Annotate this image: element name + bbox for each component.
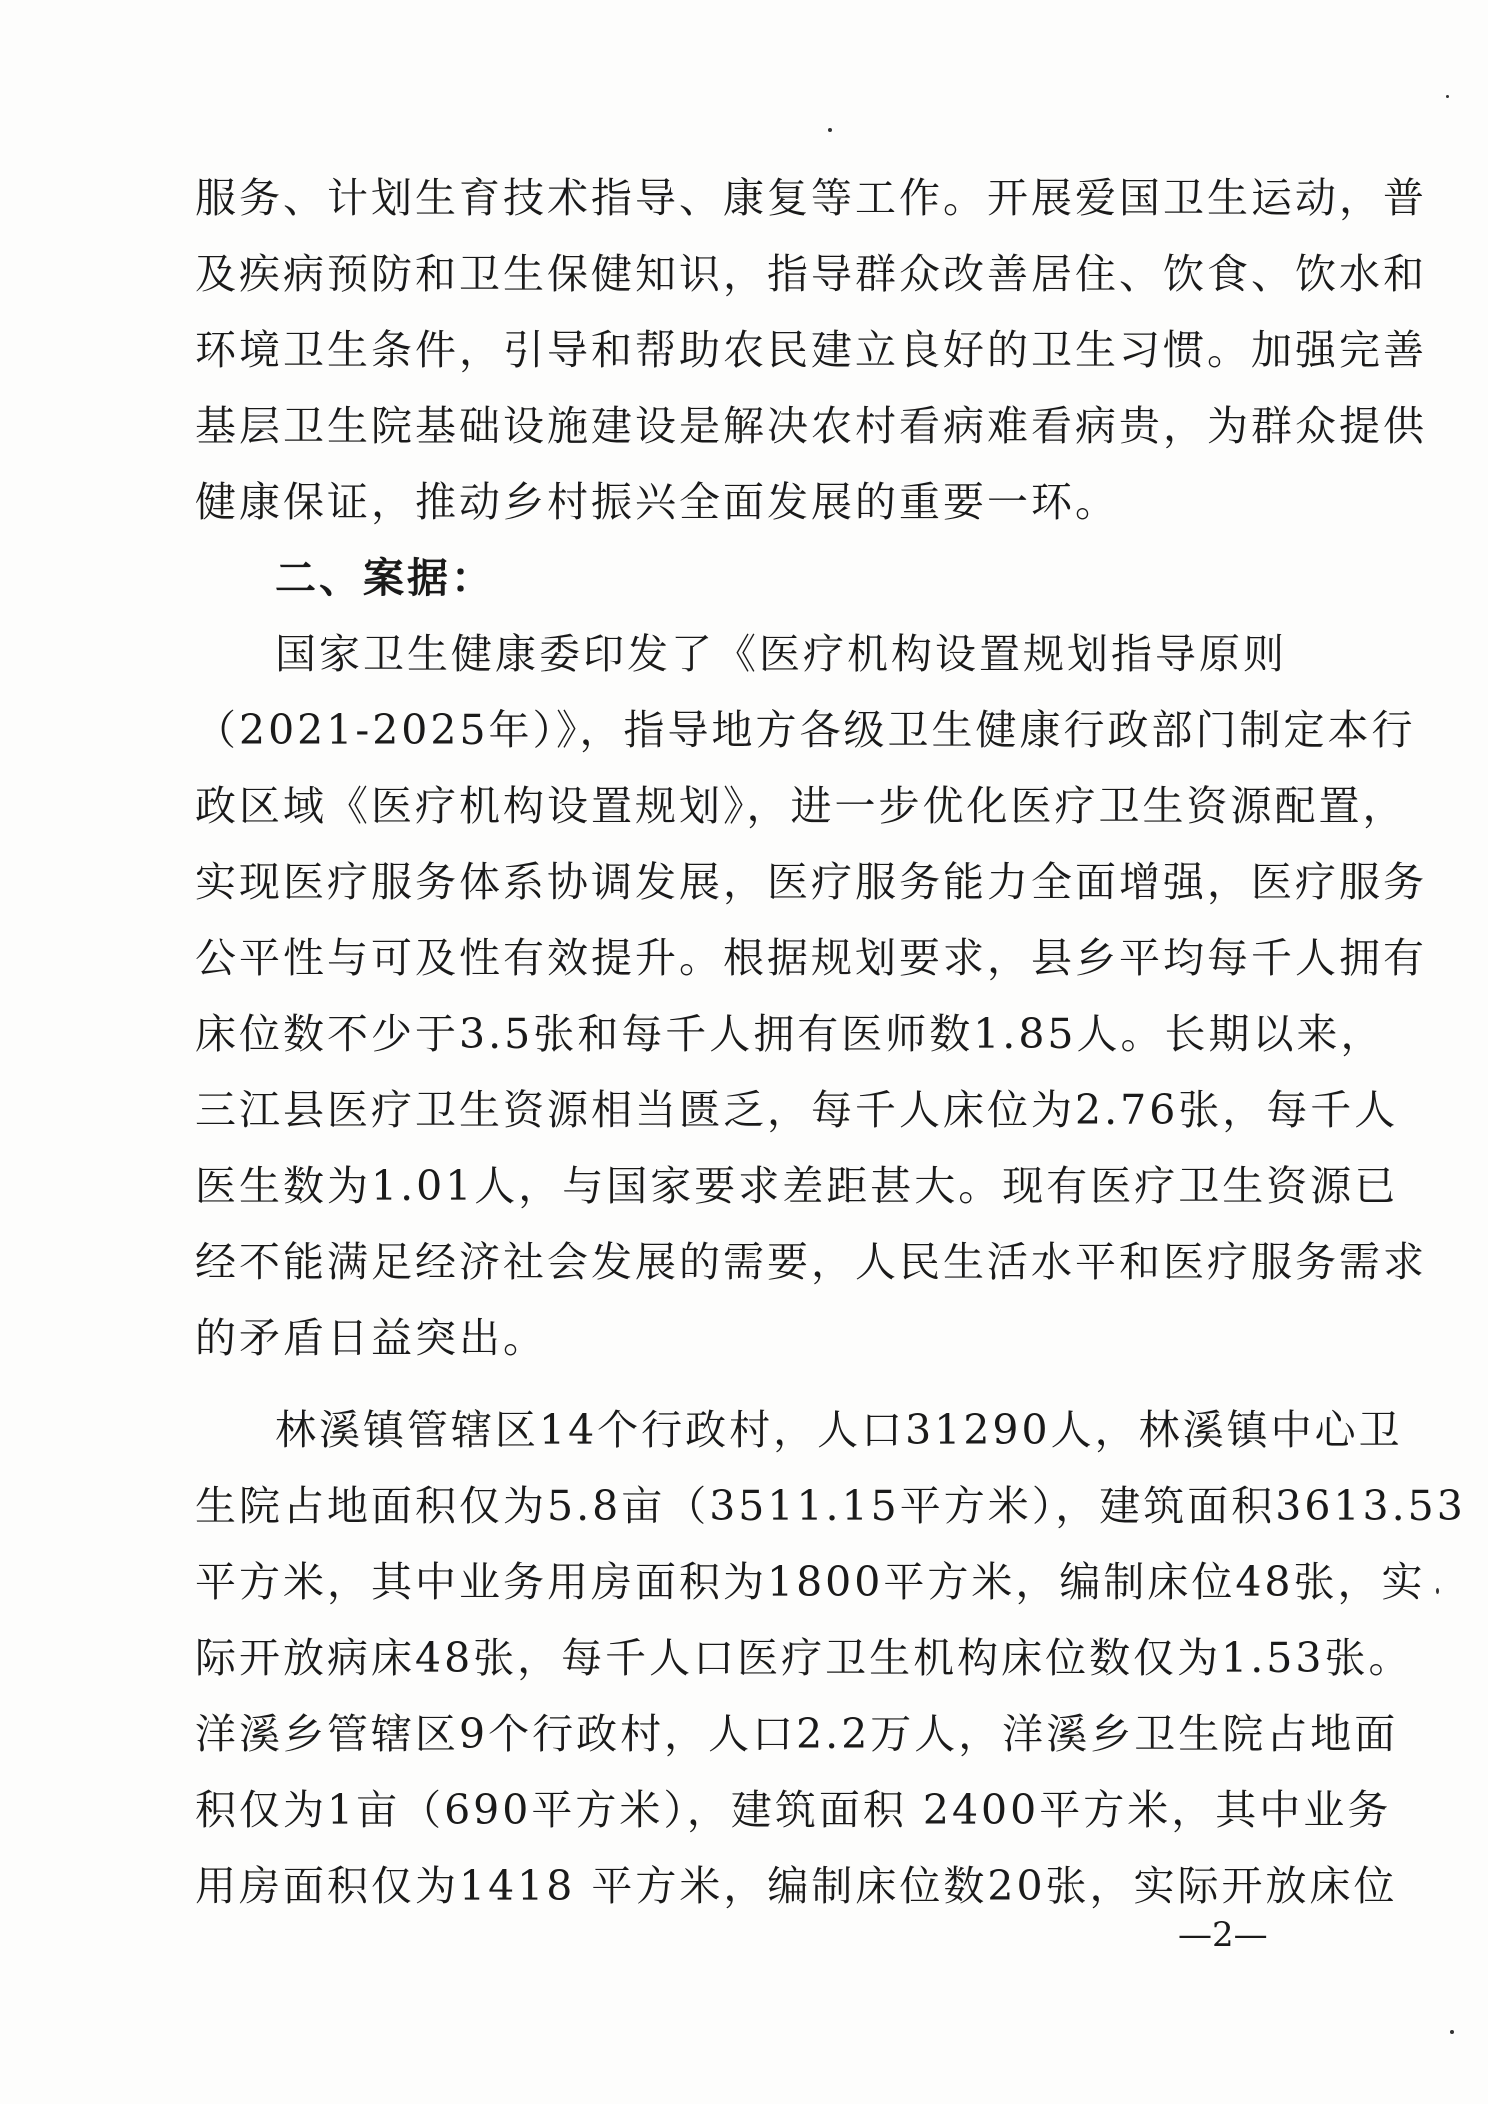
- paragraph-3-line-4: 际开放病床48张，每千人口医疗卫生机构床位数仅为1.53张。: [195, 1634, 1413, 1682]
- paragraph-3-line-6: 积仅为1亩（690平方米），建筑面积 2400平方米，其中业务: [195, 1786, 1392, 1834]
- paragraph-3-line-7: 用房面积仅为1418 平方米，编制床位数20张，实际开放床位: [195, 1862, 1398, 1910]
- paragraph-2-line-3: 政区域《医疗机构设置规划》，进一步优化医疗卫生资源配置，: [195, 782, 1407, 830]
- paragraph-1-line-1: 服务、计划生育技术指导、康复等工作。开展爱国卫生运动，普: [195, 174, 1427, 222]
- paragraph-1-line-3: 环境卫生条件，引导和帮助农民建立良好的卫生习惯。加强完善: [195, 326, 1427, 374]
- paragraph-3-line-2: 生院占地面积仅为5.8亩（3511.15平方米），建筑面积3613.53: [195, 1482, 1466, 1530]
- paragraph-2-line-7: 三江县医疗卫生资源相当匮乏，每千人床位为2.76张，每千人: [195, 1086, 1399, 1134]
- paragraph-1-line-2: 及疾病预防和卫生保健知识，指导群众改善居住、饮食、饮水和: [195, 250, 1427, 298]
- scan-speck: [1450, 2030, 1454, 2034]
- paragraph-3-line-3: 平方米，其中业务用房面积为1800平方米，编制床位48张，实: [195, 1558, 1426, 1606]
- paragraph-2-line-6: 床位数不少于3.5张和每千人拥有医师数1.85人。长期以来，: [195, 1010, 1385, 1058]
- section-heading: 二、案据：: [275, 554, 495, 602]
- paragraph-1-line-5: 健康保证，推动乡村振兴全面发展的重要一环。: [195, 478, 1119, 526]
- scan-speck: [828, 128, 832, 132]
- page-number: —2—: [1178, 1915, 1268, 1955]
- paragraph-2-line-9: 经不能满足经济社会发展的需要，人民生活水平和医疗服务需求: [195, 1238, 1427, 1286]
- paragraph-2-line-5: 公平性与可及性有效提升。根据规划要求，县乡平均每千人拥有: [195, 934, 1427, 982]
- scan-speck: [1436, 1588, 1439, 1594]
- paragraph-1-line-4: 基层卫生院基础设施建设是解决农村看病难看病贵，为群众提供: [195, 402, 1427, 450]
- paragraph-3-line-5: 洋溪乡管辖区9个行政村，人口2.2万人，洋溪乡卫生院占地面: [195, 1710, 1399, 1758]
- paragraph-2-line-1: 国家卫生健康委印发了《医疗机构设置规划指导原则: [275, 630, 1287, 678]
- paragraph-2-line-10: 的矛盾日益突出。: [195, 1314, 547, 1362]
- paragraph-2-line-8: 医生数为1.01人，与国家要求差距甚大。现有医疗卫生资源已: [195, 1162, 1399, 1210]
- paragraph-2-line-2: （2021-2025年）》，指导地方各级卫生健康行政部门制定本行: [195, 706, 1416, 754]
- scan-speck: [1446, 95, 1449, 98]
- paragraph-3-line-1: 林溪镇管辖区14个行政村，人口31290人，林溪镇中心卫: [275, 1406, 1403, 1454]
- paragraph-2-line-4: 实现医疗服务体系协调发展，医疗服务能力全面增强，医疗服务: [195, 858, 1427, 906]
